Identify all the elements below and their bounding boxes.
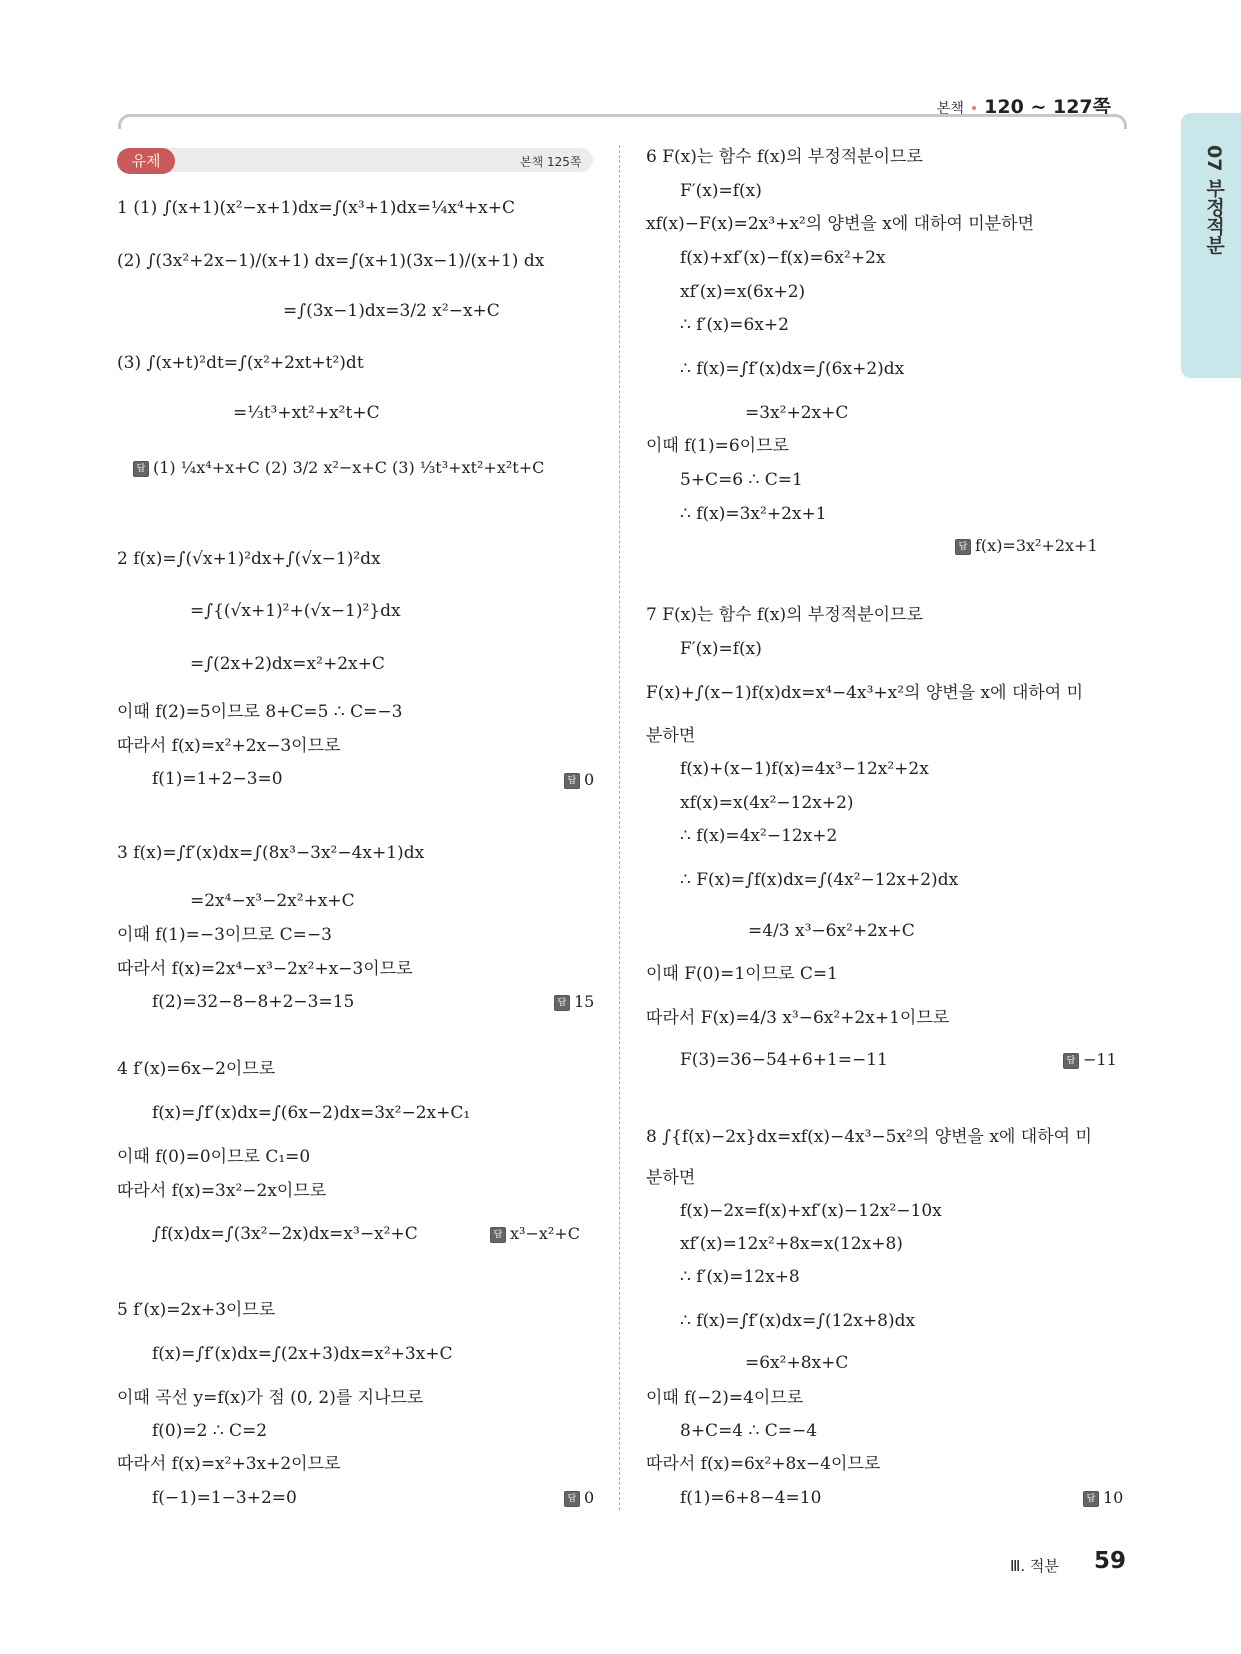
top-divider bbox=[118, 114, 1127, 129]
answer-text: 10 bbox=[1103, 1488, 1124, 1507]
solution-line: f(x)+(x−1)f(x)=4x³−12x²+2x bbox=[680, 759, 929, 779]
solution-line: 따라서 f(x)=2x⁴−x³−2x²+x−3이므로 bbox=[117, 959, 413, 979]
section-ref: 본책 125쪽 bbox=[520, 155, 582, 169]
solution-line: =∫(2x+2)dx=x²+2x+C bbox=[190, 654, 385, 674]
solution-line: 분하면 bbox=[646, 726, 696, 746]
answer-8 bbox=[1083, 1488, 1123, 1507]
solution-line: 이때 f(1)=6이므로 bbox=[646, 436, 789, 456]
solution-line: =⅓t³+xt²+x²t+C bbox=[233, 403, 380, 423]
solution-line: xf′(x)=x(6x+2) bbox=[680, 282, 806, 302]
solution-line: 따라서 f(x)=x²+2x−3이므로 bbox=[117, 736, 341, 756]
answer-icon: 답 bbox=[490, 1227, 506, 1243]
solution-line: f(x)−2x=f(x)+xf′(x)−12x²−10x bbox=[680, 1201, 942, 1221]
solution-line: ∴ f(x)=∫f′(x)dx=∫(6x+2)dx bbox=[680, 359, 905, 379]
solution-line: 8+C=4 ∴ C=−4 bbox=[680, 1421, 818, 1441]
solution-line: 이때 f(2)=5이므로 8+C=5 ∴ C=−3 bbox=[117, 702, 403, 722]
solution-line: ∫f(x)dx=∫(3x²−2x)dx=x³−x²+C bbox=[152, 1224, 418, 1244]
column-divider bbox=[619, 145, 620, 1510]
answer-5 bbox=[564, 1488, 594, 1507]
solution-line: =∫{(√x+1)²+(√x−1)²}dx bbox=[190, 601, 401, 621]
solution-line: f(1)=1+2−3=0 bbox=[152, 769, 283, 789]
solution-line: 이때 f(0)=0이므로 C₁=0 bbox=[117, 1147, 311, 1167]
solution-line: 8 ∫{f(x)−2x}dx=xf(x)−4x³−5x²의 양변을 x에 대하여 미 bbox=[646, 1127, 1092, 1147]
solution-line: (2) ∫(3x²+2x−1)/(x+1) dx=∫(x+1)(3x−1)/(x+1) dx bbox=[117, 251, 545, 271]
solution-line: ∴ f(x)=4x²−12x+2 bbox=[680, 826, 838, 846]
solution-line: =2x⁴−x³−2x²+x+C bbox=[190, 891, 355, 911]
solution-line: 따라서 f(x)=3x²−2x이므로 bbox=[117, 1181, 327, 1201]
answer-3 bbox=[554, 992, 594, 1011]
answer-text: 0 bbox=[584, 770, 595, 789]
solution-line: (3) ∫(x+t)²dt=∫(x²+2xt+t²)dt bbox=[117, 353, 364, 373]
solution-line: ∴ F(x)=∫f(x)dx=∫(4x²−12x+2)dx bbox=[680, 870, 959, 890]
solution-line: F(3)=36−54+6+1=−11 bbox=[680, 1050, 888, 1070]
solution-line: =3x²+2x+C bbox=[745, 403, 849, 423]
solution-line: =∫(3x−1)dx=3/2 x²−x+C bbox=[283, 301, 500, 321]
solution-line: =4/3 x³−6x²+2x+C bbox=[748, 921, 915, 941]
solution-line: 4 f′(x)=6x−2이므로 bbox=[117, 1059, 276, 1079]
answer-text: f(x)=3x²+2x+1 bbox=[975, 536, 1098, 555]
solution-line: =6x²+8x+C bbox=[745, 1353, 849, 1373]
solution-line: 이때 f(1)=−3이므로 C=−3 bbox=[117, 925, 332, 945]
solution-line: 5 f′(x)=2x+3이므로 bbox=[117, 1300, 276, 1320]
answer-icon: 답 bbox=[1083, 1491, 1099, 1507]
solution-line: 1 (1) ∫(x+1)(x²−x+1)dx=∫(x³+1)dx=¼x⁴+x+C bbox=[117, 198, 516, 218]
answer-text: x³−x²+C bbox=[510, 1224, 580, 1243]
answer-1 bbox=[133, 458, 544, 477]
solution-line: 2 f(x)=∫(√x+1)²dx+∫(√x−1)²dx bbox=[117, 549, 381, 569]
solution-line: ∴ f′(x)=6x+2 bbox=[680, 315, 789, 335]
answer-icon: 답 bbox=[554, 995, 570, 1011]
answer-text: −11 bbox=[1083, 1050, 1117, 1069]
page-number: 59 bbox=[1094, 1548, 1127, 1574]
answer-icon: 답 bbox=[133, 461, 149, 477]
answer-text: 15 bbox=[574, 992, 595, 1011]
solution-line: 따라서 f(x)=x²+3x+2이므로 bbox=[117, 1454, 341, 1474]
solution-line: 이때 f(−2)=4이므로 bbox=[646, 1388, 804, 1408]
solution-line: F′(x)=f(x) bbox=[680, 181, 762, 201]
answer-text: (1) ¼x⁴+x+C (2) 3/2 x²−x+C (3) ⅓t³+xt²+x²t+C bbox=[153, 458, 545, 477]
header-pages: 120 ~ 127쪽 bbox=[984, 96, 1111, 118]
solution-line: ∴ f(x)=∫f′(x)dx=∫(12x+8)dx bbox=[680, 1311, 916, 1331]
section-badge: 유제 bbox=[117, 148, 175, 174]
answer-icon: 답 bbox=[955, 539, 971, 555]
solution-line: 이때 F(0)=1이므로 C=1 bbox=[646, 964, 838, 984]
answer-6 bbox=[955, 536, 1098, 555]
answer-icon: 답 bbox=[564, 773, 580, 789]
solution-line: 7 F(x)는 함수 f(x)의 부정적분이므로 bbox=[646, 605, 923, 625]
solution-line: f(0)=2 ∴ C=2 bbox=[152, 1421, 268, 1441]
solution-line: 이때 곡선 y=f(x)가 점 (0, 2)를 지나므로 bbox=[117, 1388, 424, 1408]
answer-2 bbox=[564, 770, 594, 789]
solution-line: 3 f(x)=∫f′(x)dx=∫(8x³−3x²−4x+1)dx bbox=[117, 843, 425, 863]
bullet-icon: • bbox=[969, 101, 979, 117]
header-book-label: 본책 bbox=[936, 101, 964, 117]
answer-4 bbox=[490, 1224, 580, 1243]
solution-line: xf(x)−F(x)=2x³+x²의 양변을 x에 대하여 미분하면 bbox=[646, 214, 1034, 234]
solution-line: 분하면 bbox=[646, 1168, 696, 1188]
solution-line: f(1)=6+8−4=10 bbox=[680, 1488, 822, 1508]
solution-line: f(−1)=1−3+2=0 bbox=[152, 1488, 297, 1508]
solution-line: f(x)=∫f′(x)dx=∫(2x+3)dx=x²+3x+C bbox=[152, 1344, 453, 1364]
solution-line: 5+C=6 ∴ C=1 bbox=[680, 470, 803, 490]
chapter-side-tab-label: 07 부정적분 bbox=[1203, 145, 1225, 255]
solution-line: f(x)+xf′(x)−f(x)=6x²+2x bbox=[680, 248, 886, 268]
solution-line: ∴ f′(x)=12x+8 bbox=[680, 1267, 800, 1287]
solution-line: 따라서 F(x)=4/3 x³−6x²+2x+1이므로 bbox=[646, 1008, 950, 1028]
answer-text: 0 bbox=[584, 1488, 595, 1507]
footer-section: Ⅲ. 적분 bbox=[1010, 1557, 1059, 1575]
solution-line: F′(x)=f(x) bbox=[680, 639, 762, 659]
solution-line: f(x)=∫f′(x)dx=∫(6x−2)dx=3x²−2x+C₁ bbox=[152, 1103, 471, 1123]
answer-icon: 답 bbox=[564, 1491, 580, 1507]
solution-line: xf′(x)=12x²+8x=x(12x+8) bbox=[680, 1234, 903, 1254]
answer-7 bbox=[1063, 1050, 1117, 1069]
answer-icon: 답 bbox=[1063, 1053, 1079, 1069]
solution-line: 6 F(x)는 함수 f(x)의 부정적분이므로 bbox=[646, 147, 923, 167]
solution-line: F(x)+∫(x−1)f(x)dx=x⁴−4x³+x²의 양변을 x에 대하여 미 bbox=[646, 683, 1084, 703]
solution-line: ∴ f(x)=3x²+2x+1 bbox=[680, 504, 827, 524]
solution-line: xf(x)=x(4x²−12x+2) bbox=[680, 793, 854, 813]
solution-line: 따라서 f(x)=6x²+8x−4이므로 bbox=[646, 1454, 881, 1474]
solution-line: f(2)=32−8−8+2−3=15 bbox=[152, 992, 355, 1012]
